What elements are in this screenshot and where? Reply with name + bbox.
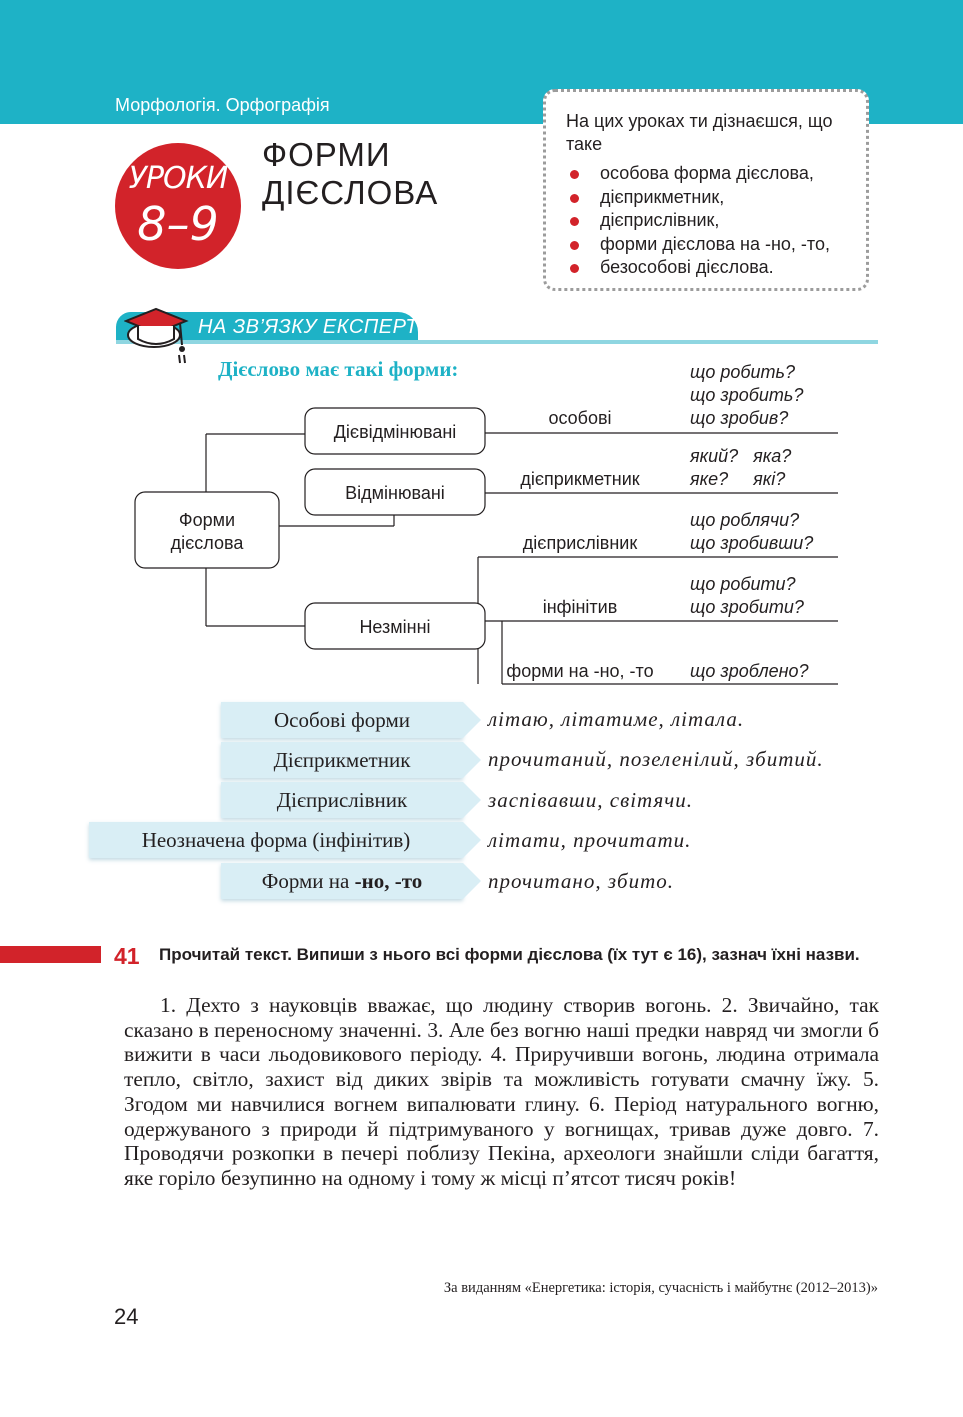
goal-item: дієприкметник, xyxy=(566,186,830,210)
group-label-invariable: Незмінні xyxy=(359,617,431,637)
question-text: яке? які? xyxy=(690,469,786,489)
group-label-declined: Відмінювані xyxy=(345,483,445,503)
example-row xyxy=(221,700,463,740)
example-row xyxy=(221,780,463,820)
question-text: що зроблено? xyxy=(690,661,809,681)
bullet-icon xyxy=(570,241,579,250)
root-label-2: дієслова xyxy=(170,533,244,553)
badge-number: 8–9 xyxy=(137,197,219,251)
question-text: що зробити? xyxy=(690,597,804,617)
lesson-badge xyxy=(115,143,241,269)
goal-item: форми дієслова на -но, -то, xyxy=(566,233,830,257)
graduation-cap-icon xyxy=(124,303,190,365)
bullet-icon xyxy=(570,170,579,179)
group-label-conjugated: Дієвідмінювані xyxy=(333,422,457,442)
example-text: прочитаний, позеленілий, збитий. xyxy=(488,747,824,771)
diagram-title: Дієслово має такі форми: xyxy=(218,357,459,381)
form-label: дієприслівник xyxy=(522,533,638,553)
example-text: прочитано, збито. xyxy=(488,869,674,893)
source-citation: За виданням «Енергетика: історія, сучасність і майбутнє (2012–2013)» xyxy=(443,1280,878,1296)
exercise-task: Прочитай текст. Випиши з нього всі форми дієслова (їх тут є 16), зазнач їхні назви. xyxy=(159,945,860,964)
exercise-number: 41 xyxy=(114,943,140,969)
lesson-goals-box xyxy=(543,89,869,291)
goal-item: дієприслівник, xyxy=(566,209,830,233)
example-row xyxy=(221,740,463,780)
root-label-1: Форми xyxy=(178,510,236,530)
form-label: форми на -но, -то xyxy=(506,661,654,681)
example-row xyxy=(89,820,463,860)
bullet-icon xyxy=(570,217,579,226)
form-tag: Особові форми xyxy=(221,702,463,738)
form-tag: Дієприкметник xyxy=(221,742,463,778)
title-line-1: ФОРМИ xyxy=(262,136,391,173)
goal-item: безособові дієслова. xyxy=(566,256,830,280)
title-line-2: ДІЄСЛОВА xyxy=(262,174,439,211)
example-text: літаю, літатиме, літала. xyxy=(488,707,745,731)
form-label: дієприкметник xyxy=(520,469,640,489)
goals-list xyxy=(566,162,830,280)
exercise-marker xyxy=(0,946,101,963)
verb-forms-diagram xyxy=(0,360,963,700)
expert-label: НА ЗВ’ЯЗКУ ЕКСПЕРТ xyxy=(198,316,419,338)
form-tag: Дієприслівник xyxy=(221,782,463,818)
section-title: Морфологія. Орфографія xyxy=(115,95,330,115)
form-label: інфінітив xyxy=(542,597,618,617)
form-tag: Неозначена форма (інфінітив) xyxy=(89,822,463,858)
goal-item: особова форма дієслова, xyxy=(566,162,830,186)
root-node xyxy=(135,492,279,568)
question-text: який? яка? xyxy=(690,446,792,466)
example-text: заспівавши, світячи. xyxy=(488,788,694,812)
exercise-text: 1. Дехто з науковців вважає, що людину створив вогонь. 2. Звичайно, так сказано в переносному значенні. 3. Але без вогню наші предки навряд чи змогли б вижити в часи льодовикового періоду. 4. Приручивши вогонь, людина отримала тепло, світло, захист від диких звірів та можливість готувати смачну їжу. 5. Згодом ми навчилися вогнем випалювати глину. 6. Період натурального вогню, одержуваного з природи й підтримуваного у вогнищах, тривав дуже довго. 7. Проводячи розкопки в печері поблизу Пекіна, археологи знайшли сліди багаття, яке горіло безупинно на одному і тому ж місці п’ятсот тисяч років! xyxy=(124,993,879,1190)
question-text: що зробив? xyxy=(690,408,789,428)
bullet-icon xyxy=(570,194,579,203)
example-text: літати, прочитати. xyxy=(488,828,692,852)
question-text: що зробить? xyxy=(690,385,804,405)
goals-intro: На цих уроках ти дізнаєшся, що таке xyxy=(566,111,833,154)
expert-underline xyxy=(116,340,878,344)
question-text: що роблячи? xyxy=(690,510,800,530)
form-label: особові xyxy=(548,408,612,428)
question-text: що робити? xyxy=(690,574,796,594)
question-text: що робить? xyxy=(690,362,795,382)
bullet-icon xyxy=(570,264,579,273)
page-title xyxy=(262,136,438,212)
example-row xyxy=(221,861,463,901)
page-number: 24 xyxy=(114,1304,139,1329)
question-text: що зробивши? xyxy=(690,533,814,553)
form-tag: Форми на -но, -то xyxy=(221,863,463,899)
badge-label: УРОКИ xyxy=(128,161,228,196)
